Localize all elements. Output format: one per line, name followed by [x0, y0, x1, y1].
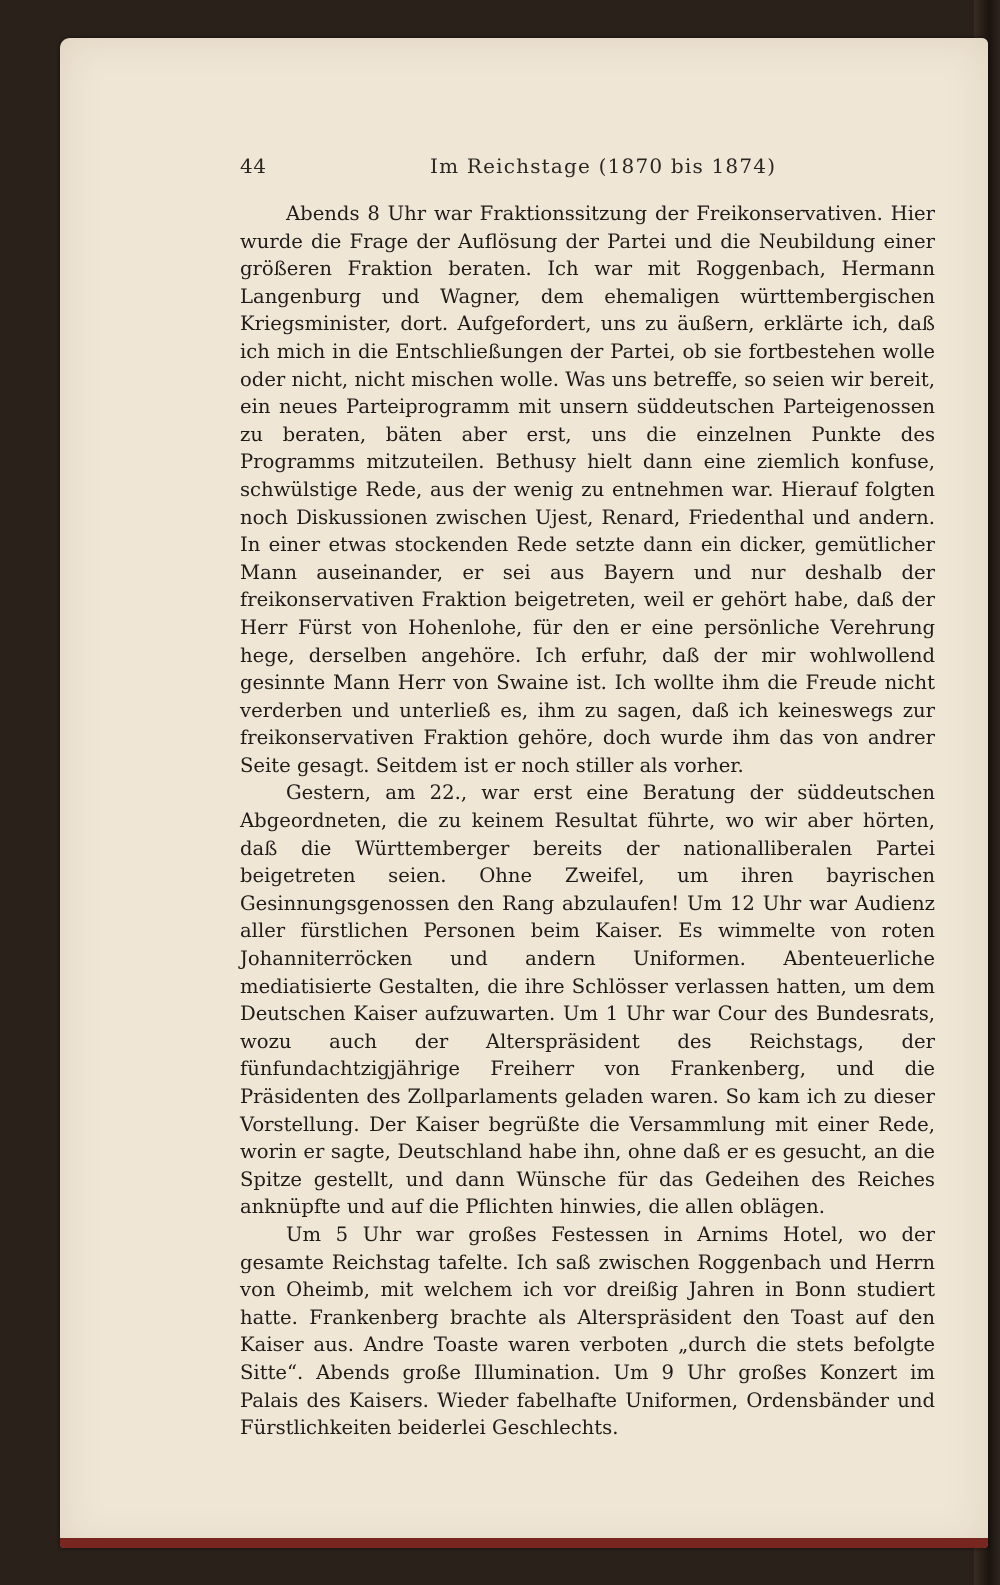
running-title: Im Reichstage (1870 bis 1874): [430, 154, 777, 178]
page-header: [240, 154, 935, 182]
paragraph: Gestern, am 22., war erst eine Beratung der süddeutschen Abgeordneten, die zu keinem Resultat führte, wo wir aber hörten, daß die Württemberger bereits der nationalliberalen Partei beigetreten seien. Ohne Zweifel, um ihren bayrischen Gesinnungsgenossen den Rang abzulaufen! Um 12 Uhr war Audienz aller fürstlichen Personen beim Kaiser. Es wimmelte von roten Johanniterröcken und andern Uniformen. Abenteuerliche mediatisierte Gestalten, die ihre Schlösser verlassen hatten, um dem Deutschen Kaiser aufzuwarten. Um 1 Uhr war Cour des Bundesrats, wozu auch der Alterspräsident des Reichstags, der fünfundachtzigjährige Freiherr von Frankenberg, und die Präsidenten des Zollparlaments geladen waren. So kam ich zu dieser Vorstellung. Der Kaiser begrüßte die Versammlung mit einer Rede, worin er sagte, Deutschland habe ihn, ohne daß er es gesucht, an die Spitze gestellt, und dann Wünsche für das Gedeihen des Reiches anknüpfte und auf die Pflichten hinwies, die allen oblägen.: [240, 781, 935, 1219]
page-number: 44: [240, 154, 267, 178]
page-edge: [60, 1538, 988, 1548]
body-text: [240, 200, 935, 1442]
paragraph: Um 5 Uhr war großes Festessen in Arnims Hotel, wo der gesamte Reichstag tafelte. Ich saß zwischen Roggenbach und Herrn von Oheimb, mit welchem ich vor dreißig Jahren in Bonn studiert hatte. Frankenberg brachte als Alterspräsident den Toast auf den Kaiser aus. Andre Toaste waren verboten „durch die stets befolgte Sitte“. Abends große Illumination. Um 9 Uhr großes Konzert im Palais des Kaisers. Wieder fabelhafte Uniformen, Ordensbänder und Fürstlichkeiten beiderlei Geschlechts.: [240, 1222, 935, 1440]
paragraph: Abends 8 Uhr war Fraktionssitzung der Freikonservativen. Hier wurde die Frage der Auflösung der Partei und die Neubildung einer größeren Fraktion beraten. Ich war mit Roggenbach, Hermann Langenburg und Wagner, dem ehemaligen württembergischen Kriegsminister, dort. Aufgefordert, uns zu äußern, erklärte ich, daß ich mich in die Entschließungen der Partei, ob sie fortbestehen wolle oder nicht, nicht mischen wolle. Was uns betreffe, so seien wir bereit, ein neues Parteiprogramm mit unsern süddeutschen Parteigenossen zu beraten, bäten aber erst, uns die einzelnen Punkte des Programms mitzuteilen. Bethusy hielt dann eine ziemlich konfuse, schwülstige Rede, aus der wenig zu entnehmen war. Hierauf folgten noch Diskussionen zwischen Ujest, Renard, Friedenthal und andern. In einer etwas stockenden Rede setzte dann ein dicker, gemütlicher Mann auseinander, er sei aus Bayern und nur deshalb der freikonservativen Fraktion beigetreten, weil er gehört habe, daß der Herr Fürst von Hohenlohe, für den er eine persönliche Verehrung hege, derselben angehöre. Ich erfuhr, daß der mir wohlwollend gesinnte Mann Herr von Swaine ist. Ich wollte ihm die Freude nicht verderben und unterließ es, ihm zu sagen, daß ich keineswegs zur freikonservativen Fraktion gehöre, doch wurde ihm das von andrer Seite gesagt. Seitdem ist er noch stiller als vorher.: [240, 202, 935, 777]
